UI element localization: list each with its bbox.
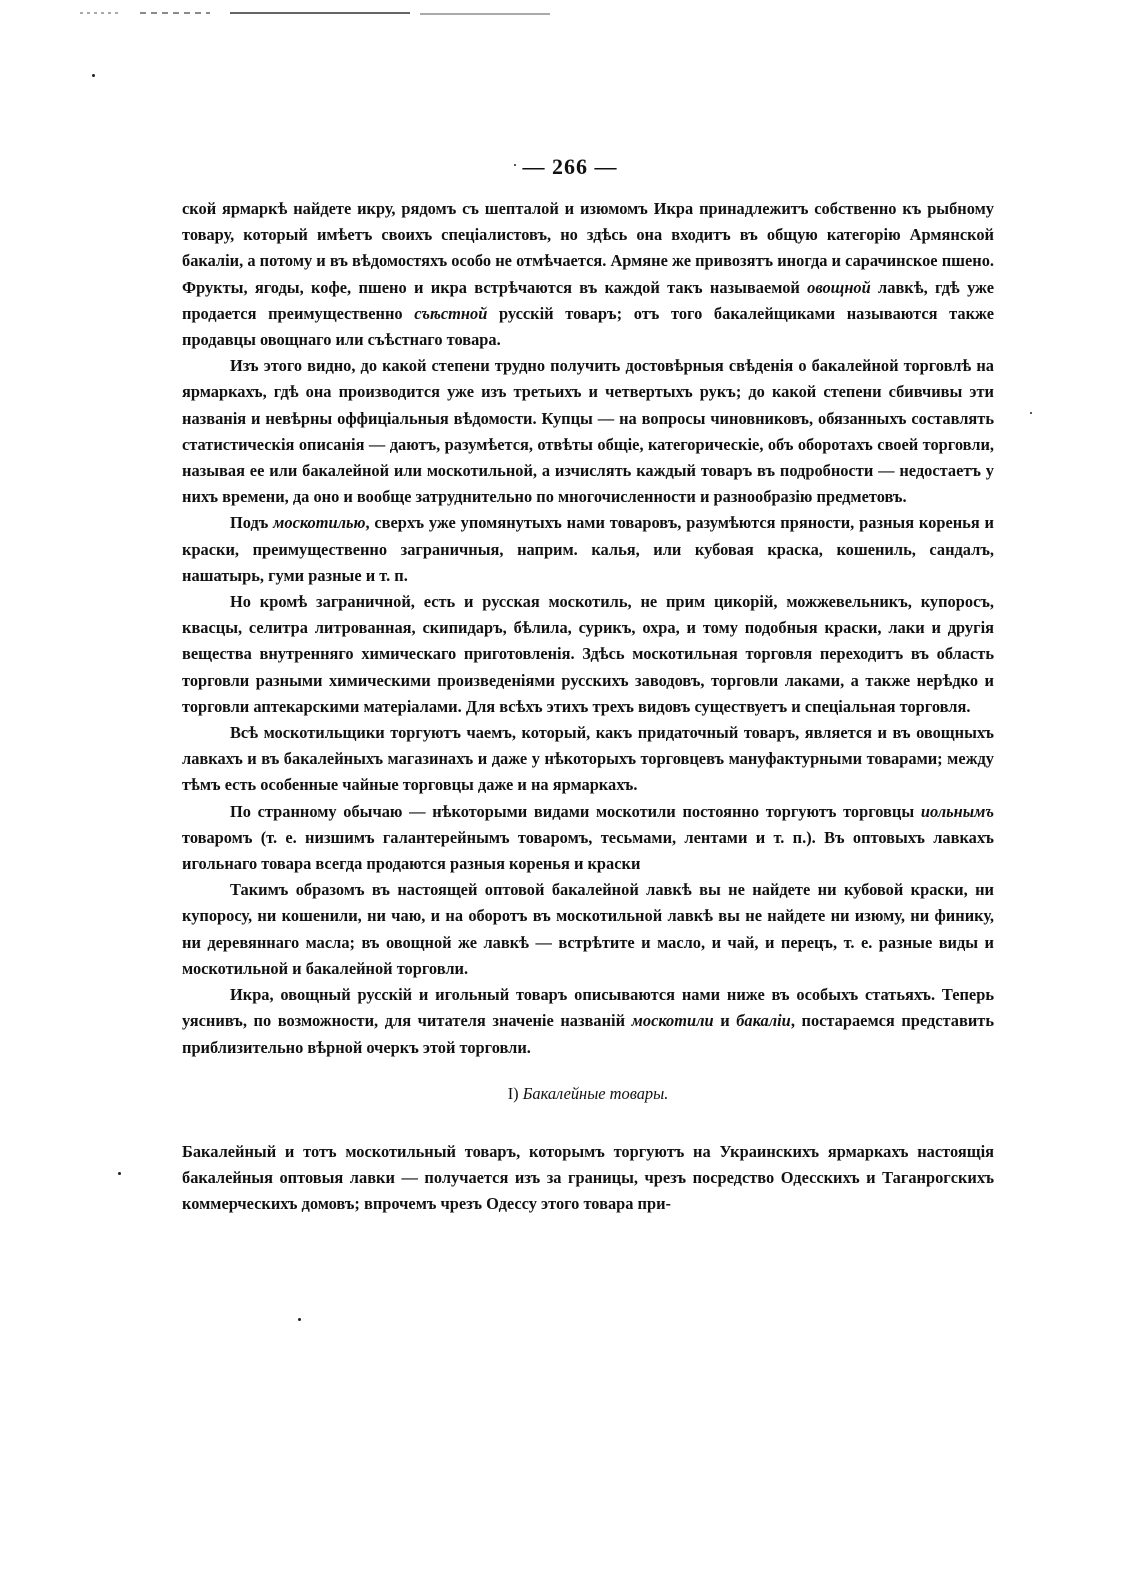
text-run: Изъ этого видно, до какой степени трудно получить достовѣрныя свѣденія о бакалейной торговлѣ на ярмаркахъ, гдѣ она производится уже изъ третьихъ и четвертыхъ рукъ; до какой степени сбивчивы эти названія и невѣрны оффиціальныя вѣдомости. Купцы — на вопросы чиновниковъ, обязанныхъ составлять статистическія описанія — даютъ, разумѣется, отвѣты общіе, категорическіе, объ оборотахъ своей торговли, называя ее или бакалейной или москотильной, а изчислять каждый товаръ въ подробности — недостаетъ у нихъ времени, да оно и вообще затруднительно по многочисленности и разнообразію предметовъ. (182, 356, 994, 507)
text-run: русскій товаръ; отъ того бакалейщиками называются также продавцы овощнаго или съѣстнаго товара. (182, 303, 995, 350)
paragraph (182, 720, 994, 799)
paragraph (182, 799, 994, 878)
text-run: Но кромѣ заграничной, есть и русская москотиль, не прим цикорій, можжевельникъ, купоросъ, квасцы, селитра литрованная, скипидаръ, бѣлила, сурикъ, охра, и тому подобныя краски, лаки и другія вещества внутренняго химическаго приготовленія. Здѣсь москотильная торговля переходитъ въ область торговли разными химическими произведеніями русскихъ заводовъ, торговли лаками, а также нерѣдко и торговли аптекарскими матеріалами. Для всѣхъ этихъ трехъ видовъ существуетъ и спеціальная торговля. (182, 592, 994, 716)
section-heading-title: Бакалейные товары. (522, 1083, 669, 1103)
scan-edge-artifact (80, 10, 550, 16)
text-run: Подъ (230, 513, 274, 533)
text-run: Икра, овощный русскій и игольный товаръ описываются нами ниже въ особыхъ статьяхъ. Теперь уяснивъ, по возможности, для читателя значеніе названій (182, 985, 994, 1031)
paragraph (182, 510, 994, 589)
body-text (182, 196, 994, 1218)
section-heading (182, 1081, 994, 1107)
paragraph (182, 877, 994, 982)
italic-text: москотилью (273, 513, 366, 533)
scan-speck (1030, 412, 1032, 414)
paragraph-final: Бакалейный и тотъ москотильный товаръ, которымъ торгуютъ на Украинскихъ ярмаркахъ настоящія бакалейныя оптовыя лавки — получается изъ за границы, чрезъ посредство Одесскихъ и Таганрогскихъ коммерческихъ домовъ; впрочемъ чрезъ Одессу этого товара при- (182, 1141, 994, 1214)
text-run: ской ярмаркѣ найдете икру, рядомъ съ шепталой и изюмомъ Икра принадлежитъ собственно къ рыбному товару, который имѣетъ своихъ спеціалистовъ, но здѣсь она входитъ въ общую категорію Армянской бакаліи, а потому и въ вѣдомостяхъ особо не отмѣчается. Армяне же привозятъ иногда и сарачинское пшено. Фрукты, ягоды, кофе, пшено и икра встрѣчаются въ каждой такъ называемой (182, 199, 994, 297)
scan-speck (298, 1318, 301, 1321)
section-heading-number: I) (507, 1083, 519, 1103)
page-number: — 266 — (522, 154, 618, 179)
text-run: , сверхъ уже упомянутыхъ нами товаровъ, разумѣются пряности, разныя коренья и краски, преимущественно заграничныя, наприм. калья, или кубовая краска, кошениль, сандалъ, нашатырь, гуми разные и т. п. (182, 513, 994, 585)
text-run: товаромъ (т. е. низшимъ галантерейнымъ товаромъ, тесьмами, лентами и т. п.). Въ оптовыхъ лавкахъ игольнаго товара всегда продаются разныя коренья и краски (182, 827, 994, 874)
italic-text: иольнымъ (920, 801, 994, 821)
text-run: Такимъ образомъ въ настоящей оптовой бакалейной лавкѣ вы не найдете ни кубовой краски, ни купоросу, ни кошенили, ни чаю, и на оборотъ въ москотильной лавкѣ вы не найдете ни изюму, ни финику, ни деревяннаго масла; въ овощной же лавкѣ — встрѣтите и масло, и чай, и перецъ, т. е. разные виды и москотильной и бакалейной торговли. (182, 880, 994, 978)
italic-text: бакаліи (736, 1011, 791, 1031)
italic-text: овощной (807, 277, 871, 297)
text-run: Всѣ москотильщики торгуютъ чаемъ, который, какъ придаточный товаръ, является и въ овощныхъ лавкахъ и въ бакалейныхъ магазинахъ и даже у нѣкоторыхъ торговцевъ мануфактурными товарами; между тѣмъ есть особенные чайные торговцы даже и на ярмаркахъ. (182, 723, 994, 795)
paragraph (182, 353, 994, 510)
text-run: , постараемся представить приблизительно вѣрной очеркъ этой торговли. (182, 1011, 994, 1057)
scan-speck (92, 74, 95, 77)
italic-text: съѣстной (414, 303, 488, 323)
text-run: и (713, 1011, 737, 1031)
paragraph (182, 589, 994, 720)
text-run: По странному обычаю — нѣкоторыми видами москотили постоянно торгуютъ торговцы (230, 801, 921, 821)
text-run: лавкѣ, гдѣ уже продается преимущественно (182, 277, 995, 323)
paragraph (182, 982, 994, 1061)
scan-speck (118, 1172, 121, 1175)
italic-text: москотили (631, 1011, 714, 1031)
paragraph (182, 196, 994, 353)
